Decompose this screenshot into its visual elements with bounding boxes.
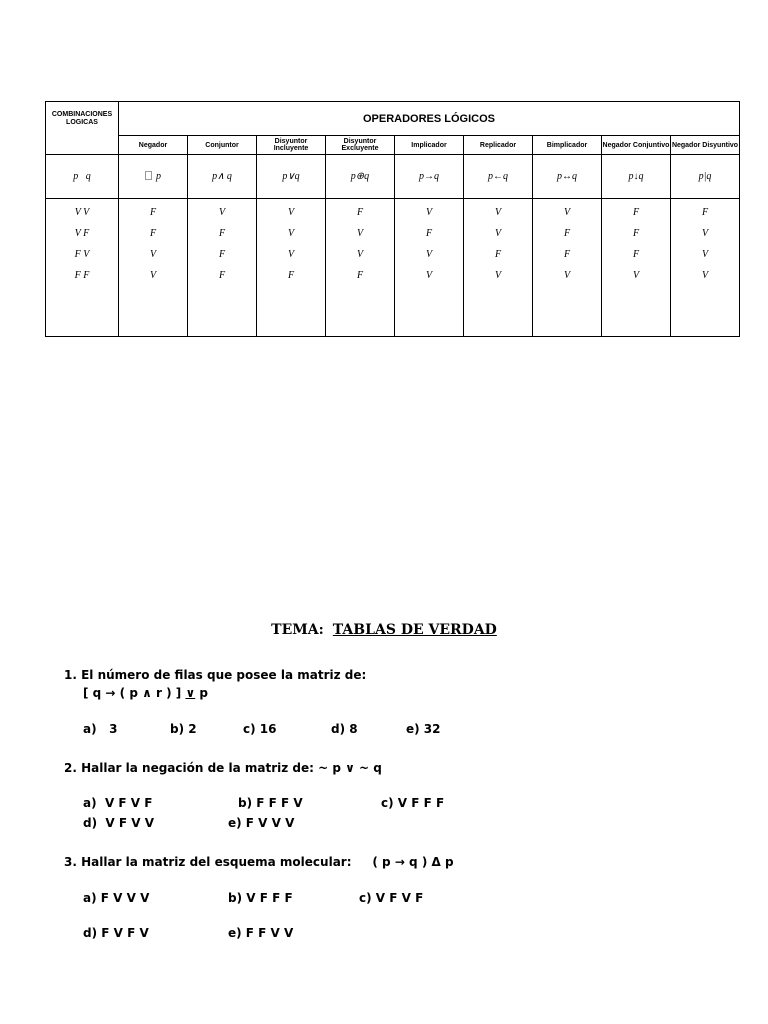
truth-column: [395, 199, 464, 337]
truth-value: V: [425, 249, 433, 260]
truth-value: V: [494, 228, 502, 239]
truth-column: [464, 199, 533, 337]
question-1-formula: [83, 686, 208, 700]
q3-option-d: d) F V F V: [83, 926, 149, 940]
truth-value: V: [701, 270, 709, 281]
operator-name: Disyuntor Incluyente: [257, 136, 326, 155]
truth-value: F: [494, 249, 502, 260]
operator-name: Replicador: [464, 136, 533, 155]
operator-symbol: [602, 155, 671, 199]
truth-value: V: [356, 228, 364, 239]
truth-value: V: [494, 207, 502, 218]
operator-name: Negador: [119, 136, 188, 155]
operator-name: Negador Conjuntivo: [602, 136, 671, 155]
truth-column: [533, 199, 602, 337]
truth-value: F: [218, 270, 226, 281]
truth-value: F: [149, 207, 157, 218]
truth-value: F: [632, 249, 640, 260]
truth-value: F: [218, 228, 226, 239]
symbol-text: p→q: [419, 171, 439, 182]
q2-option-c: c) V F F F: [381, 796, 445, 810]
tema-heading: [0, 622, 768, 638]
truth-value: V: [356, 249, 364, 260]
truth-value: V: [563, 207, 571, 218]
truth-value: V: [425, 207, 433, 218]
combinations-header: COMBINACIONES LOGICAS: [46, 102, 119, 155]
truth-value: F: [356, 207, 364, 218]
combination-value: V F: [74, 228, 90, 239]
symbol-text: p⊕q: [350, 171, 370, 182]
symbol-text: p←q: [488, 171, 508, 182]
symbol-text: p↔q: [557, 171, 577, 182]
truth-column: [188, 199, 257, 337]
operator-name: Bimplicador: [533, 136, 602, 155]
truth-value: V: [494, 270, 502, 281]
truth-value: F: [632, 228, 640, 239]
operator-symbol: [326, 155, 395, 199]
combination-value: V V: [74, 207, 90, 218]
symbol-text: p∧ q: [212, 171, 232, 182]
truth-column: [602, 199, 671, 337]
q1-option-d: d) 8: [331, 722, 358, 736]
operator-name: Disyuntor Excluyente: [326, 136, 395, 155]
operator-name: Implicador: [395, 136, 464, 155]
q2-option-d: d) V F V V: [83, 816, 155, 830]
question-1-text: 1. El número de filas que posee la matriz de:: [64, 668, 367, 682]
combination-value: F F: [74, 270, 90, 281]
operator-symbol: [671, 155, 740, 199]
truth-value: F: [563, 228, 571, 239]
operator-names-row: [46, 136, 740, 155]
truth-value: F: [218, 249, 226, 260]
values-row: [46, 199, 740, 337]
symbol-text: p: [156, 171, 161, 182]
operator-name: Negador Disyuntivo: [671, 136, 740, 155]
truth-column: [119, 199, 188, 337]
question-2-text: 2. Hallar la negación de la matriz de: ~ p ∨ ~ q: [64, 761, 382, 775]
symbol-text: p↓q: [628, 171, 644, 182]
truth-value: F: [287, 270, 295, 281]
symbol-text: p∨q: [282, 171, 300, 182]
q2-option-b: b) F F F V: [238, 796, 303, 810]
negation-symbol-icon: [145, 171, 152, 180]
truth-value: V: [218, 207, 226, 218]
q1-option-e: e) 32: [406, 722, 441, 736]
q2-option-e: e) F V V V: [228, 816, 295, 830]
truth-value: V: [149, 270, 157, 281]
tema-title: TABLAS DE VERDAD: [332, 622, 497, 638]
operator-symbol: [119, 155, 188, 199]
symbol-text: p|q: [698, 171, 712, 182]
truth-value: F: [563, 249, 571, 260]
operator-symbol: [257, 155, 326, 199]
operator-symbol: [533, 155, 602, 199]
combinations-cell: [46, 199, 119, 337]
formula-operator: ∨: [185, 686, 196, 700]
table-title: OPERADORES LÓGICOS: [119, 102, 740, 136]
formula-part: p: [195, 686, 208, 700]
q3-option-a: a) F V V V: [83, 891, 150, 905]
truth-value: F: [632, 207, 640, 218]
truth-value: V: [287, 228, 295, 239]
operator-symbol: [395, 155, 464, 199]
tema-label: TEMA:: [271, 622, 324, 638]
truth-value: F: [701, 207, 709, 218]
truth-value: V: [149, 249, 157, 260]
truth-column: [257, 199, 326, 337]
truth-value: V: [632, 270, 640, 281]
operator-symbol: [188, 155, 257, 199]
logic-operators-table: [45, 101, 740, 337]
truth-value: V: [287, 249, 295, 260]
question-3-text: 3. Hallar la matriz del esquema molecular: ( p → q ) Δ p: [64, 855, 454, 869]
q2-option-a: a) V F V F: [83, 796, 153, 810]
formula-part: [ q → ( p ∧ r ) ]: [83, 686, 186, 700]
truth-value: V: [701, 249, 709, 260]
operator-name: Conjuntor: [188, 136, 257, 155]
truth-value: F: [356, 270, 364, 281]
truth-value: V: [287, 207, 295, 218]
symbols-row: [46, 155, 740, 199]
q3-option-b: b) V F F F: [228, 891, 293, 905]
q1-option-b: b) 2: [170, 722, 197, 736]
truth-value: V: [563, 270, 571, 281]
truth-value: F: [425, 228, 433, 239]
truth-value: V: [425, 270, 433, 281]
truth-column: [671, 199, 740, 337]
q1-option-c: c) 16: [243, 722, 277, 736]
combinations-symbol: p q: [46, 155, 119, 199]
combination-value: F V: [74, 249, 90, 260]
truth-value: V: [701, 228, 709, 239]
q1-option-a: a) 3: [83, 722, 118, 736]
truth-column: [326, 199, 395, 337]
q3-option-e: e) F F V V: [228, 926, 294, 940]
q3-option-c: c) V F V F: [359, 891, 424, 905]
operator-symbol: [464, 155, 533, 199]
truth-value: F: [149, 228, 157, 239]
